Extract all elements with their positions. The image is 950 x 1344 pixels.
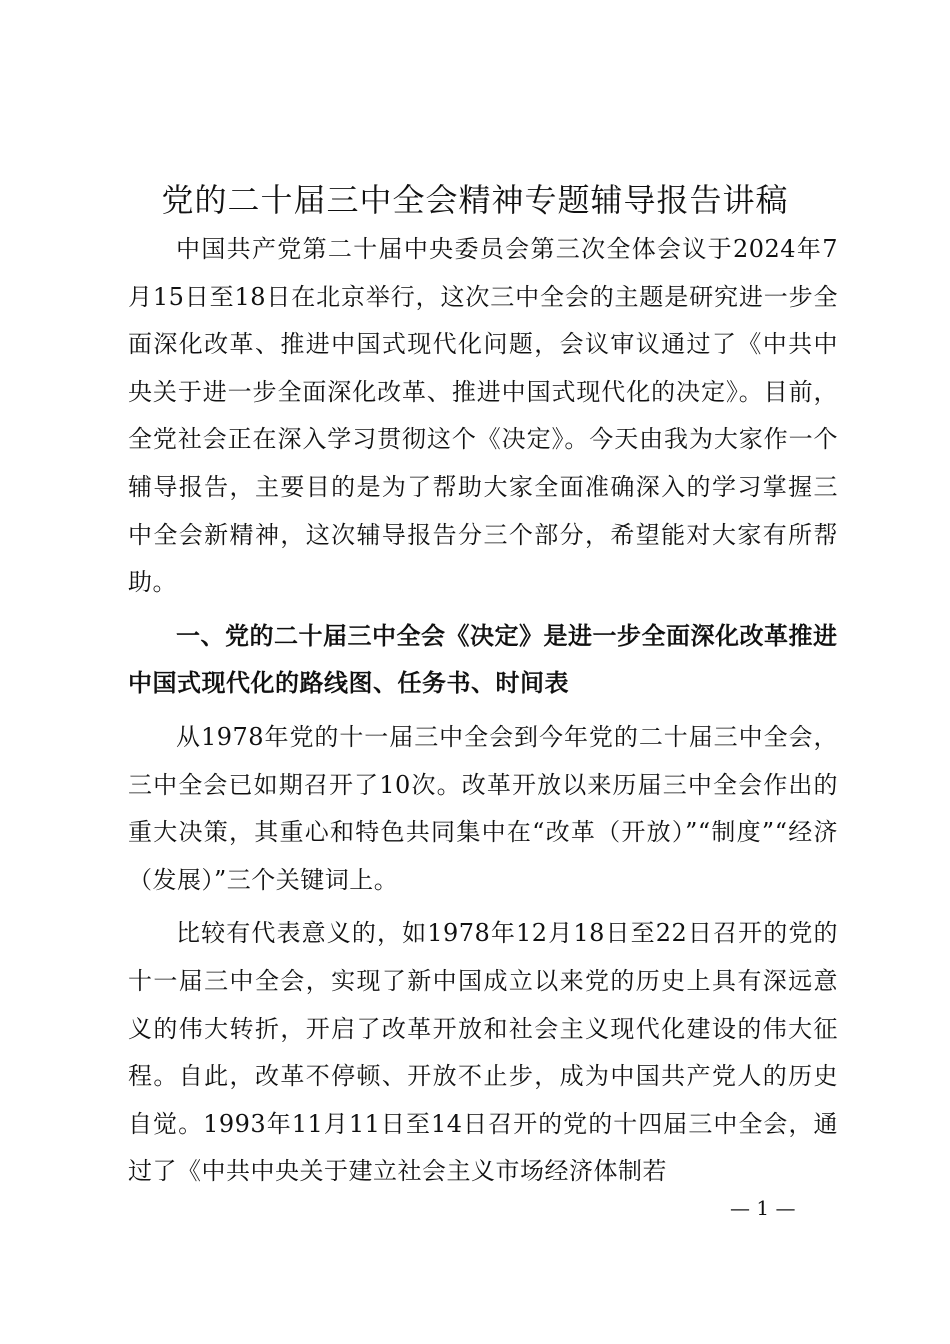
document-body — [128, 226, 838, 1202]
document-title: 党的二十届三中全会精神专题辅导报告讲稿 — [161, 181, 789, 219]
section-paragraph-1: 从1978年党的十一届三中全会到今年党的二十届三中全会，三中全会已如期召开了10次。改革开放以来历届三中全会作出的重大决策，其重心和特色共同集中在“改革（开放）”“制度”“经济（发展）”三个关键词上。 — [128, 722, 838, 894]
section-heading: 一、党的二十届三中全会《决定》是进一步全面深化改革推进中国式现代化的路线图、任务书、时间表 — [128, 621, 838, 698]
section-paragraph-2: 比较有代表意义的，如1978年12月18日至22日召开的党的十一届三中全会，实现了新中国成立以来党的历史上具有深远意义的伟大转折，开启了改革开放和社会主义现代化建设的伟大征程。自此，改革不停顿、开放不止步，成为中国共产党人的历史自觉。1993年11月11日至14日召开的党的十四届三中全会，通过了《中共中央关于建立社会主义市场经济体制若 — [128, 919, 838, 1186]
page-number: — 1 — — [730, 1196, 796, 1220]
intro-paragraph: 中国共产党第二十届中央委员会第三次全体会议于2024年7月15日至18日在北京举行，这次三中全会的主题是研究进一步全面深化改革、推进中国式现代化问题，会议审议通过了《中共中央关于进一步全面深化改革、推进中国式现代化的决定》。目前，全党社会正在深入学习贯彻这个《决定》。今天由我为大家作一个辅导报告，主要目的是为了帮助大家全面准确深入的学习掌握三中全会新精神，这次辅导报告分三个部分，希望能对大家有所帮助。 — [128, 235, 838, 597]
